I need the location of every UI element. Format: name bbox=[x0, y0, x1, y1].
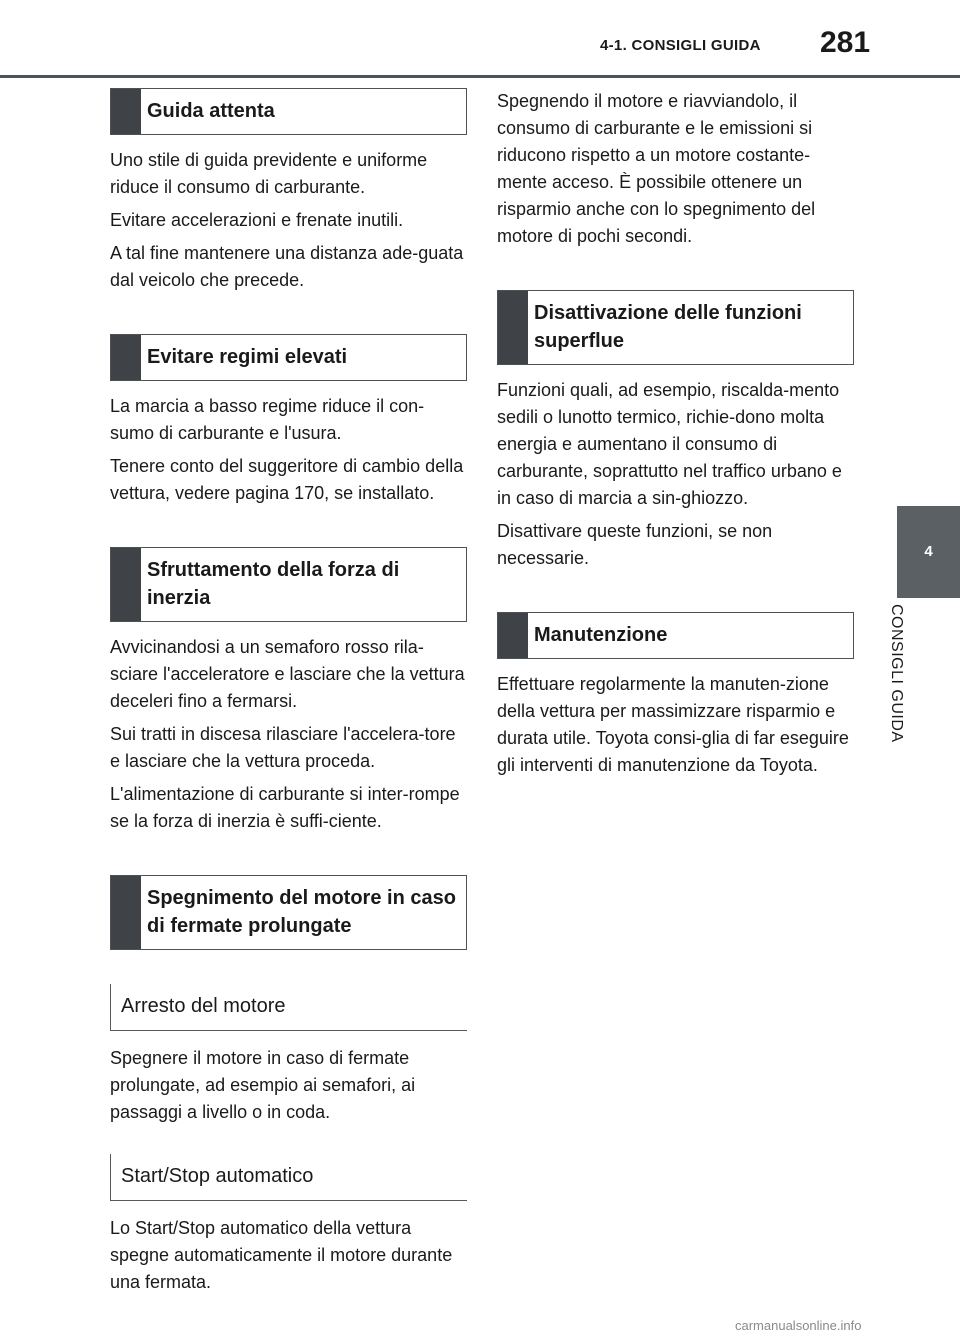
section-marker bbox=[111, 89, 141, 134]
chapter-tab-label-area bbox=[888, 598, 960, 848]
left-column bbox=[110, 88, 467, 1302]
section-title: Spegnimento del motore in caso di fermate prolungate bbox=[147, 887, 456, 937]
section-marker bbox=[111, 335, 141, 380]
section-title: Sfruttamento della forza di inerzia bbox=[147, 559, 400, 609]
chapter-tab-label: CONSIGLI GUIDA bbox=[888, 604, 905, 743]
section-heading-evitare-regimi bbox=[110, 334, 467, 381]
subheading-title: Arresto del motore bbox=[121, 995, 286, 1017]
paragraph: Effettuare regolarmente la manuten-zione della vettura per massimizzare risparmio e durata utile. Toyota consi-glia di far eseguire gli interventi di manutenzione da Toyota. bbox=[497, 674, 849, 775]
paragraph: Disattivare queste funzioni, se non necessarie. bbox=[497, 521, 773, 568]
section-marker bbox=[498, 291, 528, 364]
paragraph: Tenere conto del suggeritore di cambio della vettura, vedere pagina 170, se installato. bbox=[110, 456, 464, 503]
subheading-title: Start/Stop automatico bbox=[121, 1165, 314, 1187]
section-heading-guida-attenta bbox=[110, 88, 467, 135]
header-divider bbox=[0, 75, 960, 78]
paragraph: A tal fine mantenere una distanza ade-guata dal veicolo che precede. bbox=[110, 243, 464, 290]
paragraph: Sui tratti in discesa rilasciare l'accelera-tore e lasciare che la vettura proceda. bbox=[110, 724, 456, 771]
subheading-start-stop bbox=[110, 1154, 467, 1201]
subheading-arresto-motore bbox=[110, 984, 467, 1031]
paragraph: Uno stile di guida previdente e uniforme riduce il consumo di carburante. bbox=[110, 150, 428, 197]
paragraph: L'alimentazione di carburante si inter-rompe se la forza di inerzia è suffi-ciente. bbox=[110, 784, 460, 831]
page-number: 281 bbox=[820, 26, 871, 59]
section-heading-manutenzione bbox=[497, 612, 854, 659]
section-heading-spegnimento bbox=[110, 875, 467, 950]
section-heading-disattivazione bbox=[497, 290, 854, 365]
chapter-tab-number[interactable]: 4 bbox=[897, 506, 960, 598]
section-heading-inerzia bbox=[110, 547, 467, 622]
header-section-title: 4-1. CONSIGLI GUIDA bbox=[600, 37, 761, 54]
watermark: carmanualsonline.info bbox=[735, 1318, 862, 1333]
paragraph: Spegnendo il motore e riavviandolo, il consumo di carburante e le emissioni si riducono rispetto a un motore costante-mente acceso. È possibile ottenere un risparmio anche con lo spegnimento del motore di pochi secondi. bbox=[497, 91, 816, 246]
section-title: Disattivazione delle funzioni superflue bbox=[534, 302, 802, 352]
section-title: Manutenzione bbox=[534, 624, 668, 646]
paragraph: Spegnere il motore in caso di fermate prolungate, ad esempio ai semafori, ai passaggi a livello o in coda. bbox=[110, 1048, 416, 1122]
right-column bbox=[497, 88, 854, 785]
paragraph: Lo Start/Stop automatico della vettura spegne automaticamente il motore durante una fermata. bbox=[110, 1218, 453, 1292]
section-title: Guida attenta bbox=[147, 100, 275, 122]
paragraph: Funzioni quali, ad esempio, riscalda-mento sedili o lunotto termico, richie-dono molta energia e aumentano il consumo di carburante, soprattutto nel traffico urbano e in caso di marcia a sin-ghiozzo. bbox=[497, 380, 842, 508]
paragraph: Evitare accelerazioni e frenate inutili. bbox=[110, 210, 404, 230]
section-marker bbox=[111, 548, 141, 621]
paragraph: La marcia a basso regime riduce il con-sumo di carburante e l'usura. bbox=[110, 396, 425, 443]
paragraph: Avvicinandosi a un semaforo rosso rila-sciare l'acceleratore e lasciare che la vettura deceleri fino a fermarsi. bbox=[110, 637, 465, 711]
section-title: Evitare regimi elevati bbox=[147, 346, 348, 368]
section-marker bbox=[111, 876, 141, 949]
section-marker bbox=[498, 613, 528, 658]
